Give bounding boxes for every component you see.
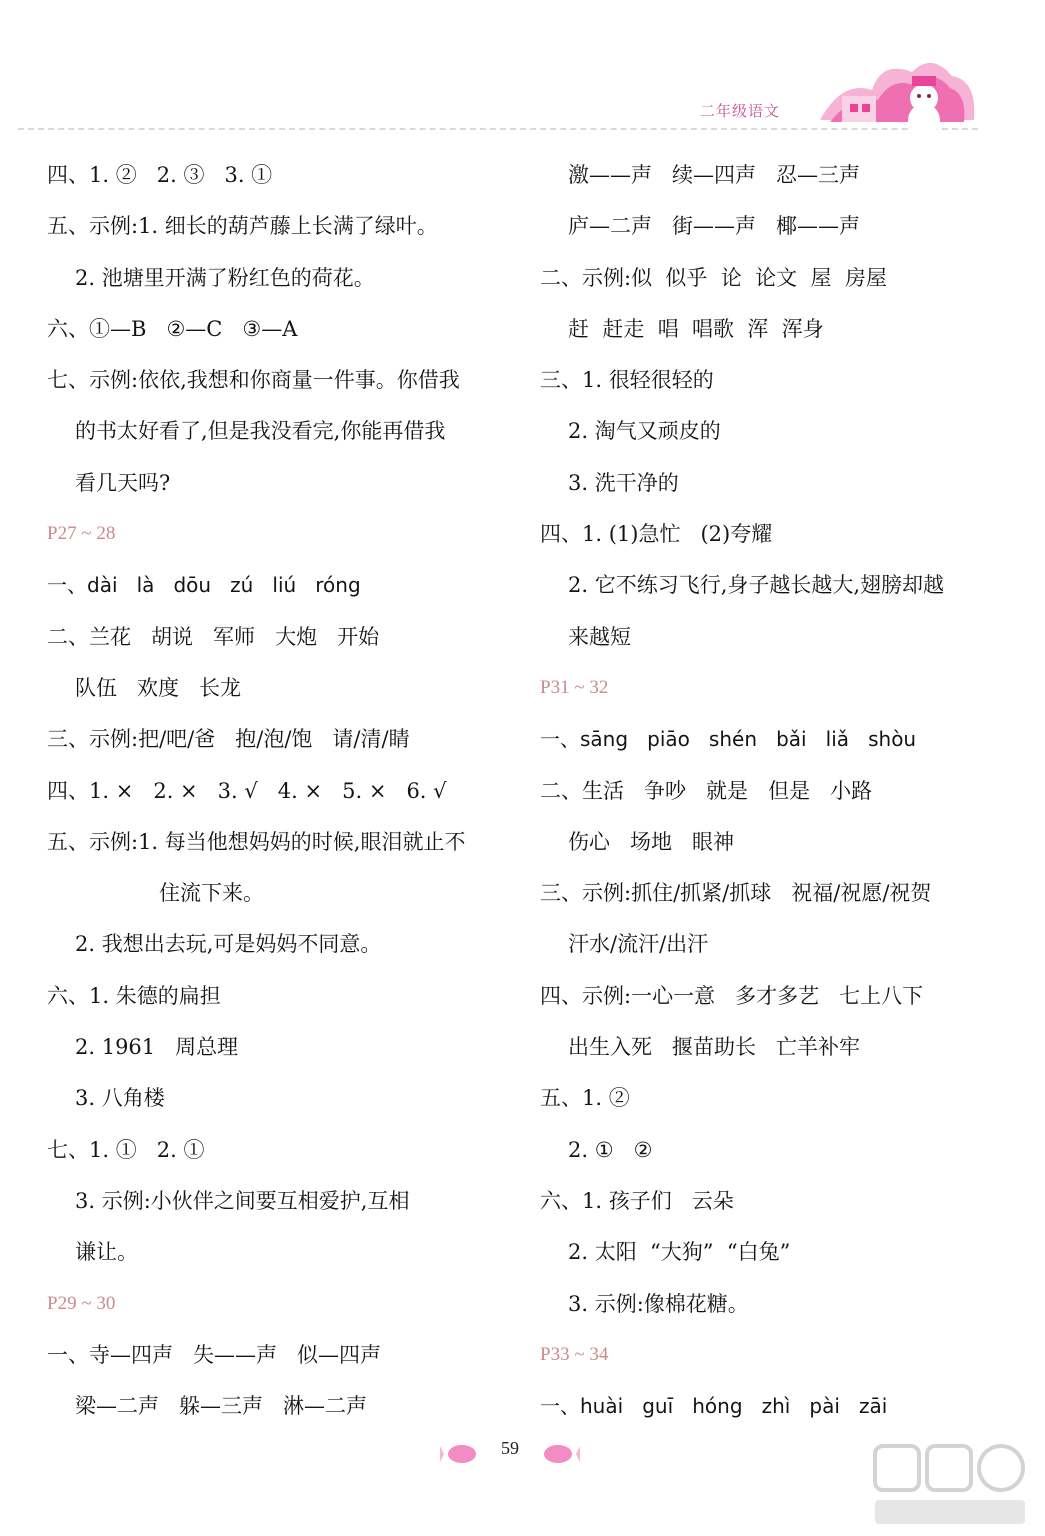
right-line-18: 出生入死 揠苗助长 亡羊补牢 [568,1035,861,1060]
left-line-16: 2. 我想出去玩,可是妈妈不同意。 [75,932,382,957]
right-line-3: 二、示例:似 似乎 论 论文 屋 房屋 [540,265,887,290]
left-line-12: 三、示例:把/吧/爸 抱/泡/饱 请/清/睛 [47,727,410,752]
page-number: 59 [501,1438,519,1458]
left-line-13: 四、1. × 2. × 3. √ 4. × 5. × 6. √ [47,778,447,803]
left-line-21: 3. 示例:小伙伴之间要互相爱护,互相 [75,1188,410,1213]
right-line-8: 四、1. (1)急忙 (2)夸耀 [540,522,773,547]
right-line-2: 庐—二声 街——声 椰——声 [568,214,861,239]
right-line-10: 来越短 [568,624,631,649]
right-line-4: 赶 赶走 唱 唱歌 浑 浑身 [568,316,824,341]
right-line-20: 2. ① ② [568,1137,653,1162]
right-line-21: 六、1. 孩子们 云朵 [540,1188,734,1213]
left-line-9: 一、dài là dōu zú liú róng [47,573,361,598]
left-line-14: 五、示例:1. 每当他想妈妈的时候,眼泪就止不 [47,829,466,854]
right-line-23: 3. 示例:像棉花糖。 [568,1291,749,1316]
right-line-15: 三、示例:抓住/抓紧/抓球 祝福/祝愿/祝贺 [540,881,932,906]
right-line-7: 3. 洗干净的 [568,470,679,495]
right-line-5: 三、1. 很轻很轻的 [540,368,714,393]
left-line-5: 七、示例:依依,我想和你商量一件事。你借我 [47,368,460,393]
right-line-6: 2. 淘气又顽皮的 [568,419,721,444]
page-footer [440,1430,580,1470]
right-line-14: 伤心 场地 眼神 [568,829,735,854]
right-line-11: P31 ~ 32 [540,676,609,698]
right-line-13: 二、生活 争吵 就是 但是 小路 [540,778,873,803]
left-line-10: 二、兰花 胡说 军师 大炮 开始 [47,624,380,649]
right-line-16: 汗水/流汗/出汗 [568,932,709,957]
header-subject: 二年级语文 [700,102,781,120]
right-line-1: 激——声 续—四声 忍—三声 [568,163,861,187]
left-line-3: 2. 池塘里开满了粉红色的荷花。 [75,265,375,290]
left-line-19: 3. 八角楼 [75,1086,165,1111]
left-line-7: 看几天吗? [75,470,171,495]
left-line-1: 四、1. ② 2. ③ 3. ① [47,163,273,187]
left-line-22: 谦让。 [75,1240,138,1265]
right-line-12: 一、sāng piāo shén bǎi liǎ shòu [540,727,917,752]
right-line-25: 一、huài guī hóng zhì pài zāi [540,1394,888,1419]
watermark-logo [865,1440,1035,1534]
left-line-6: 的书太好看了,但是我没看完,你能再借我 [75,419,446,444]
left-line-24: 一、寺—四声 失——声 似—四声 [47,1342,382,1367]
snowman-decoration-icon [812,50,982,139]
answers-left-column [47,155,517,1437]
left-line-17: 六、1. 朱德的扁担 [47,983,221,1008]
answers-right-column [540,155,1000,1437]
right-line-19: 五、1. ② [540,1086,630,1111]
left-line-25: 梁—二声 躲—三声 淋—二声 [75,1394,368,1419]
left-line-4: 六、①—B ②—C ③—A [47,316,298,341]
left-line-18: 2. 1961 周总理 [75,1035,239,1060]
right-line-9: 2. 它不练习飞行,身子越长越大,翅膀却越 [568,573,945,598]
left-line-11: 队伍 欢度 长龙 [75,675,242,700]
left-line-20: 七、1. ① 2. ① [47,1137,205,1162]
right-line-24: P33 ~ 34 [540,1343,609,1365]
left-line-15: 住流下来。 [159,881,264,906]
left-line-8: P27 ~ 28 [47,523,116,545]
left-line-23: P29 ~ 30 [47,1292,116,1314]
right-line-17: 四、示例:一心一意 多才多艺 七上八下 [540,983,924,1008]
right-line-22: 2. 太阳 “大狗” “白兔” [568,1240,791,1265]
left-line-2: 五、示例:1. 细长的葫芦藤上长满了绿叶。 [47,214,438,239]
